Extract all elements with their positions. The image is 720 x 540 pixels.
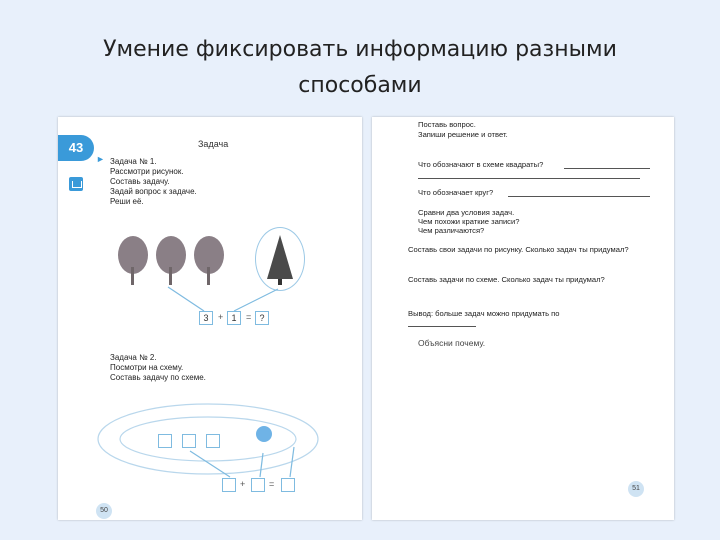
right-text-line: Что обозначают в схеме квадраты? <box>418 160 544 169</box>
task1-line: Рассмотри рисунок. <box>110 167 184 176</box>
left-page <box>58 117 362 520</box>
equation-equals: = <box>246 312 252 322</box>
right-text-line: Вывод: больше задач можно придумать по <box>408 309 560 318</box>
equation-plus: + <box>218 312 224 322</box>
right-text-line: Что обозначает круг? <box>418 188 494 197</box>
page-number: 51 <box>628 481 644 497</box>
right-text-line: Чем различаются? <box>418 226 485 235</box>
task2-line: Составь задачу по схеме. <box>110 373 206 382</box>
right-text-line: Составь задачи по схеме. Сколько задач ты придумал? <box>408 275 605 284</box>
right-text-line: Поставь вопрос. <box>418 120 476 129</box>
equation-box-a: 3 <box>199 311 213 325</box>
scheme-plus: + <box>240 479 246 489</box>
answer-line <box>408 326 476 327</box>
task2-line: Посмотри на схему. <box>110 363 184 372</box>
scheme-square <box>206 434 220 448</box>
page-heading: Задача <box>198 139 229 149</box>
scheme-equals: = <box>269 479 275 489</box>
slide-title-line1: Умение фиксировать информацию разными <box>103 37 617 62</box>
slide-title <box>0 32 720 104</box>
arrow-marker-icon: ► <box>96 154 105 164</box>
scheme-square <box>182 434 196 448</box>
right-text-line: Сравни два условия задач. <box>418 208 515 217</box>
right-text-line: Составь свои задачи по рисунку. Сколько задач ты придумал? <box>408 245 629 254</box>
answer-line <box>564 168 650 169</box>
scheme-box-3 <box>281 478 295 492</box>
task1-line: Задай вопрос к задаче. <box>110 187 197 196</box>
scheme-box-2 <box>251 478 265 492</box>
answer-line <box>508 196 650 197</box>
right-text-line: Объясни почему. <box>418 338 486 348</box>
task2-line: Задача № 2. <box>110 353 157 362</box>
right-text-line: Запиши решение и ответ. <box>418 130 508 139</box>
scheme-circle <box>254 424 274 444</box>
task1-line: Составь задачу. <box>110 177 170 186</box>
lesson-number-badge: 43 <box>58 135 94 161</box>
equation-box-b: 1 <box>227 311 241 325</box>
right-text-line: Чем похожи краткие записи? <box>418 217 520 226</box>
task1-line: Реши её. <box>110 197 144 206</box>
right-page <box>372 117 674 520</box>
answer-line <box>418 178 640 179</box>
scheme-square <box>158 434 172 448</box>
page-number: 50 <box>96 503 112 519</box>
task2-text <box>110 353 206 383</box>
scheme-box-1 <box>222 478 236 492</box>
task1-line: Задача № 1. <box>110 157 157 166</box>
slide-title-line2: способами <box>298 73 422 98</box>
equation-result: ? <box>255 311 269 325</box>
